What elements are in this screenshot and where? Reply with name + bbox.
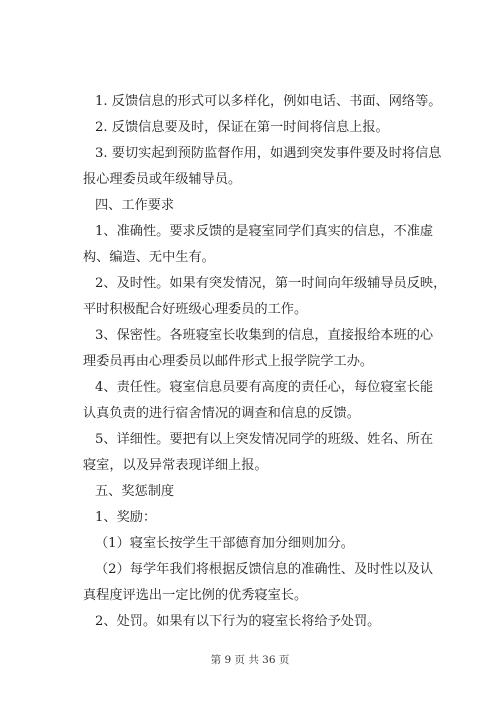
text-line: 5、详细性。要把有以上突发情况同学的班级、姓名、所在 bbox=[95, 432, 434, 447]
text-line: 3、保密性。各班寝室长收集到的信息，直接报给本班的心 bbox=[95, 328, 434, 343]
text-line: 1、准确性。要求反馈的是寝室同学们真实的信息，不准虚 bbox=[95, 224, 434, 239]
text-line: 4、责任性。寝室信息员要有高度的责任心，每位寝室长能 bbox=[95, 380, 434, 395]
text-line: 报心理委员或年级辅导员。 bbox=[83, 172, 242, 187]
text-line: （1）寝室长按学生干部德育加分细则加分。 bbox=[95, 536, 354, 551]
text-line: 理委员再由心理委员以邮件形式上报学院学工办。 bbox=[83, 354, 374, 369]
text-line: 平时积极配合好班级心理委员的工作。 bbox=[83, 302, 308, 317]
text-line: 2、及时性。如果有突发情况，第一时间向年级辅导员反映， bbox=[95, 276, 447, 291]
text-line: 2、处罚。如果有以下行为的寝室长将给予处罚。 bbox=[95, 614, 381, 629]
page-footer: 第 9 页 共 36 页 bbox=[210, 654, 290, 666]
text-line: 真程度评选出一定比例的优秀寝室长。 bbox=[83, 588, 308, 603]
text-line: 2. 反馈信息要及时，保证在第一时间将信息上报。 bbox=[95, 120, 389, 135]
text-line: 1. 反馈信息的形式可以多样化，例如电话、书面、网络等。 bbox=[95, 94, 442, 109]
text-line: 3. 要切实起到预防监督作用，如遇到突发事件要及时将信息 bbox=[95, 146, 442, 161]
section-heading: 五、奖惩制度 bbox=[95, 484, 175, 499]
text-line: 1、奖励： bbox=[95, 510, 157, 525]
text-line: 寝室，以及异常表现详细上报。 bbox=[83, 458, 268, 473]
section-heading: 四、工作要求 bbox=[95, 198, 175, 213]
text-line: （2）每学年我们将根据反馈信息的准确性、及时性以及认 bbox=[95, 562, 434, 577]
text-line: 构、编造、无中生有。 bbox=[83, 250, 215, 265]
text-line: 认真负责的进行宿舍情况的调查和信息的反馈。 bbox=[83, 406, 360, 421]
